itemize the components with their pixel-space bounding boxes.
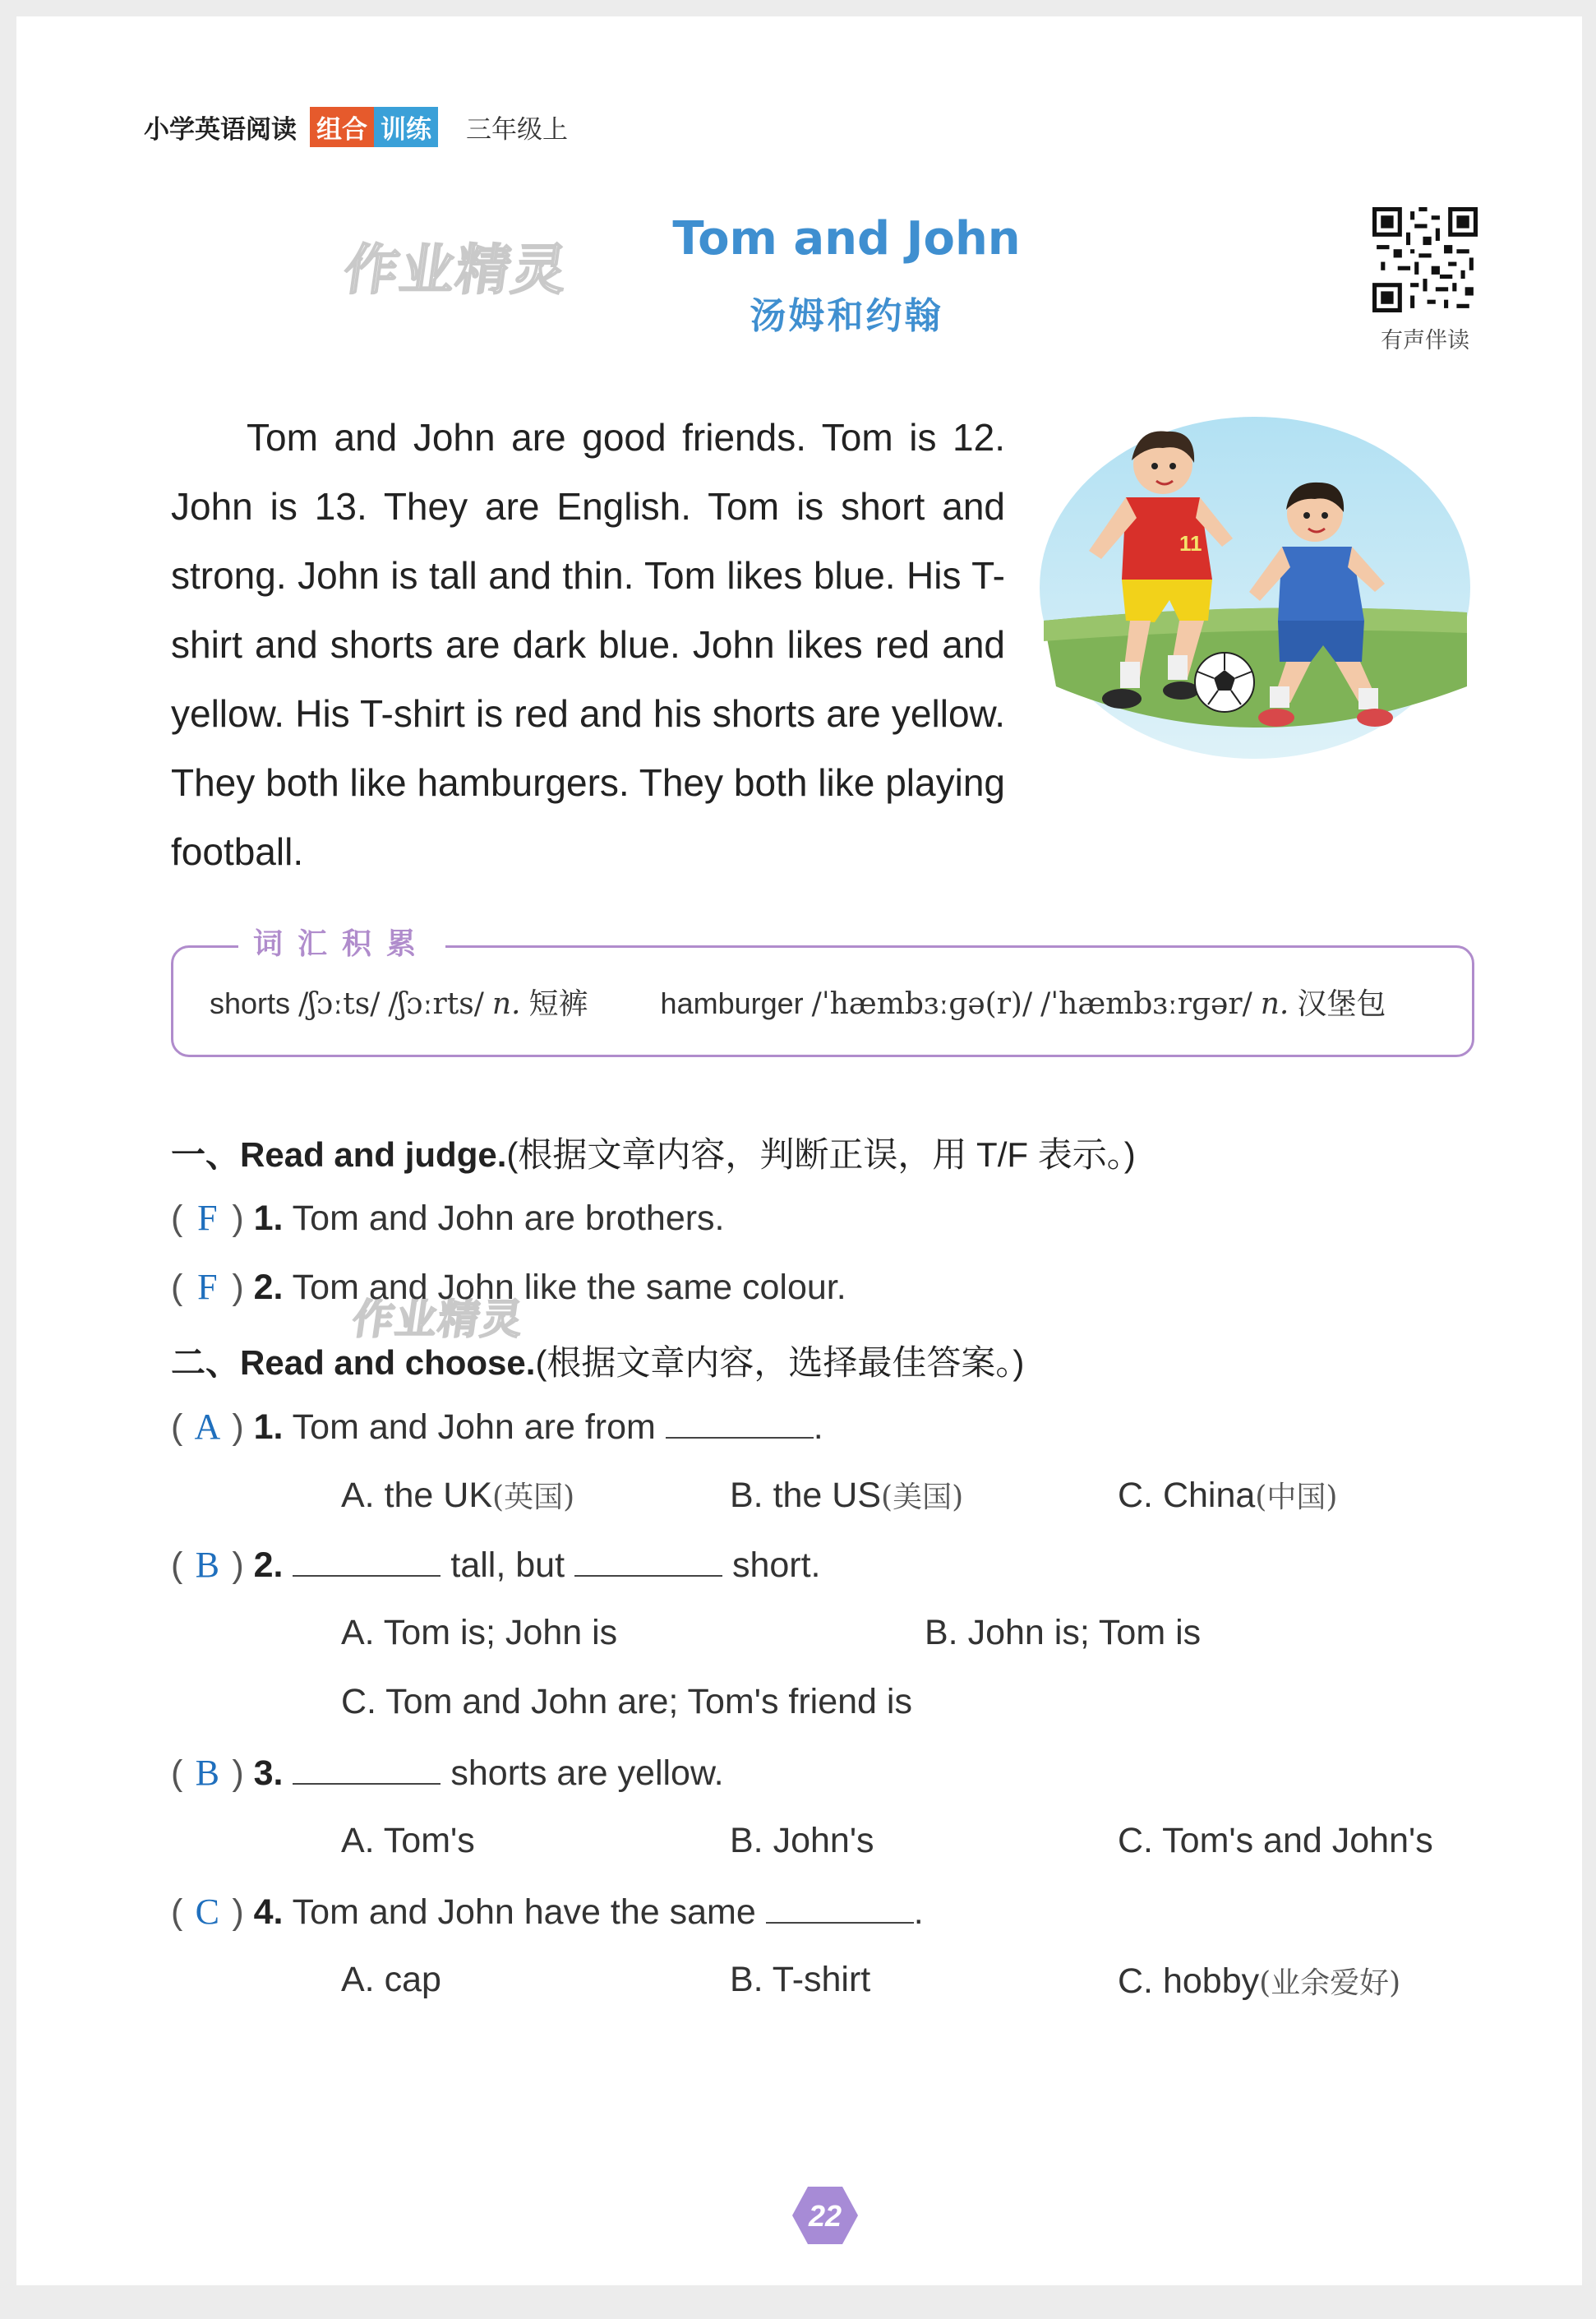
section-title: Read and judge. [240,1135,507,1174]
option-b[interactable]: B. John's [730,1821,874,1860]
answer-slot[interactable]: C [195,1892,219,1932]
vocab-meaning: 汉堡包 [1297,986,1386,1020]
series-tag-b: 训练 [374,107,438,147]
boys-playing-football-illustration [1040,415,1471,760]
vocab-line [210,981,1386,1023]
football-icon [1195,653,1254,712]
fill-blank[interactable] [574,1550,722,1577]
page-header [144,107,568,147]
fill-blank[interactable] [666,1412,814,1439]
fill-blank[interactable] [293,1758,441,1785]
judge-item-2: ( F ) 2. Tom and John like the same colour. [171,1267,846,1307]
section-marker: 一、 [171,1135,241,1174]
item-text: Tom and John like the same colour. [292,1268,846,1307]
item-number: 2. [253,1268,284,1307]
item-number: 2. [253,1545,284,1585]
passage-title-cn: 汤姆和约翰 [750,296,943,336]
fill-blank[interactable] [766,1897,914,1924]
item-text-end: short. [731,1545,821,1585]
section-instruction: (根据文章内容，判断正误，用 T/F 表示。) [506,1135,1136,1174]
section-1-heading [171,1128,1136,1177]
item-text: Tom and John are brothers. [292,1199,725,1238]
item-text-end: shorts are yellow. [450,1753,724,1793]
answer-slot[interactable]: B [195,1545,219,1585]
passage-text: Tom and John are good friends. Tom is 12. John is 13. They are English. Tom is short and strong. John is tall and thin. Tom likes blue. His T-shirt and shorts are dark blue. John likes red and yellow. His T-shirt is red and his shorts are yellow. They both like hamburgers. They both like playing football. [171,416,1005,873]
option-b[interactable]: B. John is; Tom is [925,1613,1202,1652]
option-a[interactable]: A. Tom is; John is [341,1613,618,1652]
section-instruction: (根据文章内容，选择最佳答案。) [535,1343,1025,1382]
jersey-number: 11 [1179,531,1202,556]
item-number: 4. [253,1892,284,1932]
vocab-pos: n. [1260,987,1289,1021]
reading-passage [171,403,1005,886]
answer-slot[interactable]: F [197,1198,218,1238]
item-text-end: . [813,1407,823,1447]
watermark: 作业精灵 [349,1296,528,1343]
judge-item-1: ( F ) 1. Tom and John are brothers. [171,1198,725,1238]
choose-item-2: ( B ) 2. tall, but short. [171,1545,821,1585]
watermark: 作业精灵 [339,238,573,302]
fill-blank[interactable] [293,1550,441,1577]
choose-item-3: ( B ) 3. shorts are yellow. [171,1753,724,1793]
item-text-end: . [913,1892,924,1932]
series-tag-a: 组合 [310,107,374,147]
page-number: 22 [808,2199,842,2233]
workbook-page [16,16,1582,2285]
option-c[interactable]: C. Tom and John are; Tom's friend is [341,1682,912,1721]
choose-item-4: ( C ) 4. Tom and John have the same . [171,1892,924,1932]
option-a[interactable]: A. the UK(英国) [341,1476,575,1515]
item-text: Tom and John are from [292,1407,656,1447]
item-number: 1. [253,1199,284,1238]
vocab-ipa: /ʃɔːrts/ [388,987,484,1021]
option-b[interactable]: B. the US(美国) [730,1476,964,1515]
grade-label: 三年级上 [466,115,568,144]
item-number: 1. [253,1407,284,1447]
vocab-word: hamburger [660,986,804,1020]
vocab-word: shorts [210,986,291,1020]
passage-title-en: Tom and John [672,212,1021,266]
vocab-ipa: /ʃɔːts/ [298,987,381,1021]
option-a[interactable]: A. cap [341,1960,441,1999]
answer-slot[interactable]: A [194,1407,221,1447]
item-number: 3. [253,1753,284,1793]
qr-code-icon[interactable] [1372,207,1478,312]
option-c[interactable]: C. Tom's and John's [1118,1821,1433,1860]
answer-slot[interactable]: B [195,1753,219,1793]
vocab-meaning: 短裤 [528,986,588,1020]
option-c[interactable]: C. hobby(业余爱好) [1118,1961,1401,2001]
vocab-pos: n. [491,987,521,1021]
vocab-label: 词汇积累 [238,921,445,963]
option-c[interactable]: C. China(中国) [1118,1476,1338,1515]
vocab-ipa: /ˈhæmbɜːrɡər/ [1040,987,1252,1021]
series-name: 小学英语阅读 [144,115,297,144]
answer-slot[interactable]: F [197,1267,218,1307]
choose-item-1: ( A ) 1. Tom and John are from . [171,1407,823,1447]
item-text: tall, but [450,1545,565,1585]
item-text: Tom and John have the same [292,1892,756,1932]
section-marker: 二、 [171,1343,241,1382]
vocab-ipa: /ˈhæmbɜːɡə(r)/ [811,987,1033,1021]
section-2-heading [171,1336,1024,1385]
section-title: Read and choose. [240,1343,536,1382]
qr-caption: 有声伴读 [1381,328,1469,353]
option-b[interactable]: B. T-shirt [730,1960,871,1999]
option-a[interactable]: A. Tom's [341,1821,475,1860]
